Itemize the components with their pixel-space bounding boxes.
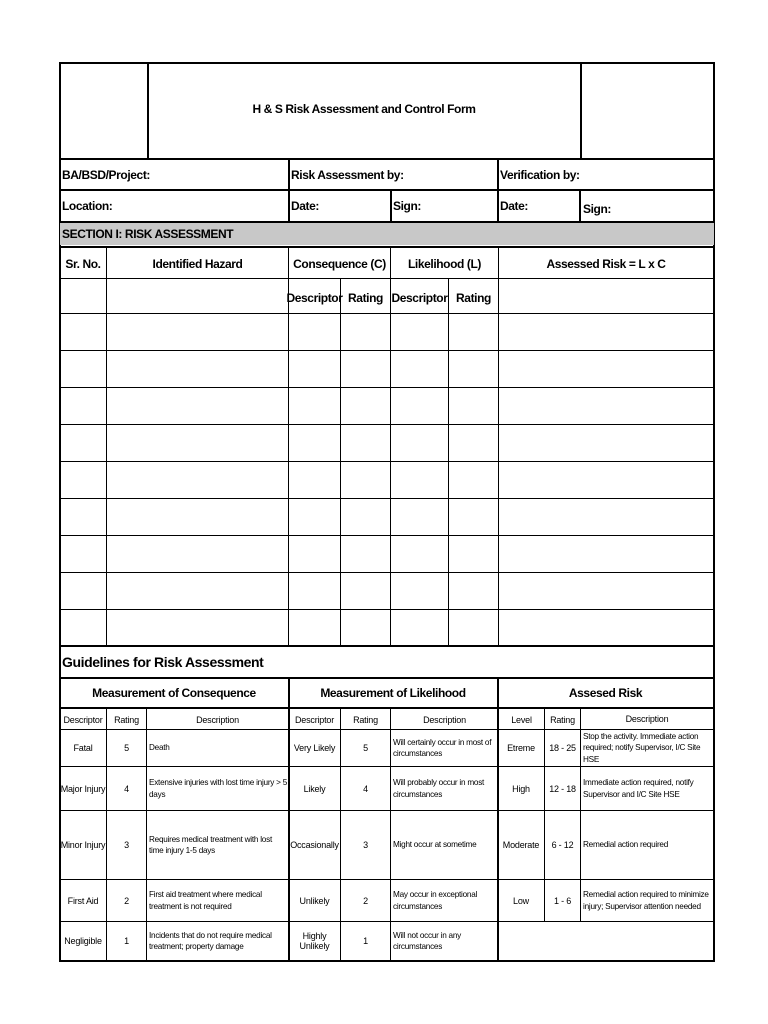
table-cell: 2 — [363, 895, 368, 906]
col-header: Descriptor — [294, 715, 334, 725]
table-cell: Major Injury — [60, 783, 106, 794]
table-cell: High — [512, 783, 530, 794]
table-cell: Might occur at sometime — [393, 840, 477, 850]
divider — [580, 63, 582, 158]
table-cell: Requires medical treatment with lost time injury 1-5 days — [149, 834, 272, 855]
divider — [579, 190, 581, 222]
consequence-measure-title: Measurement of Consequence — [92, 686, 256, 700]
table-cell: Fatal — [73, 743, 93, 753]
table-cell: Low — [513, 895, 529, 906]
table-cell: 5 — [124, 743, 129, 753]
table-cell: Negligible — [64, 936, 102, 946]
hazard-header: Identified Hazard — [152, 257, 243, 271]
table-cell: 12 - 18 — [549, 783, 576, 794]
likelihood-header: Likelihood (L) — [407, 257, 482, 271]
date-label: Date: — [291, 199, 320, 213]
table-cell: Will probably occur in most circumstances — [393, 778, 485, 799]
table-col-line — [390, 247, 391, 645]
col-header: Description — [423, 715, 466, 725]
table-cell: First aid treatment where medical treatment is not required — [149, 890, 262, 911]
table-cell: 5 — [363, 743, 368, 753]
location-label: Location: — [62, 199, 113, 213]
table-cell: Will not occur in any circumstances — [393, 930, 462, 951]
table-cell: 1 - 6 — [553, 895, 571, 906]
table-cell: Very Likely — [293, 743, 336, 753]
table-cell: Highly Unlikely — [299, 931, 330, 951]
descriptor-l-header: Descriptor — [391, 291, 448, 305]
table-cell: First Aid — [67, 895, 99, 906]
divider — [497, 678, 499, 707]
divider — [390, 190, 392, 222]
divider — [288, 678, 290, 707]
table-cell: 1 — [363, 936, 368, 946]
sr-no-header: Sr. No. — [65, 257, 101, 271]
table-row-line — [60, 498, 714, 499]
table-col-line — [288, 247, 289, 645]
table-row-line — [60, 535, 714, 536]
table-row-line — [60, 424, 714, 425]
table-cell: 3 — [363, 840, 368, 850]
table-cell: Likely — [303, 783, 326, 794]
col-header: Description — [625, 714, 669, 724]
descriptor-c-header: Descriptor — [286, 291, 343, 305]
col-header: Description — [196, 715, 239, 725]
table-row-line — [60, 572, 714, 573]
table-cell: Occasionally — [290, 840, 339, 850]
col-header: Level — [511, 715, 532, 725]
likelihood-measure-title: Measurement of Likelihood — [320, 686, 466, 700]
table-cell: Remedial action required to minimize injury; Supervisor attention needed — [583, 890, 709, 911]
verification-label: Verification by: — [500, 167, 580, 182]
section-title: SECTION I: RISK ASSESSMENT — [62, 227, 234, 241]
table-row-line — [60, 350, 714, 351]
table-cell: May occur in exceptional circumstances — [393, 890, 478, 911]
table-cell: Death — [149, 743, 170, 753]
form-title: H & S Risk Assessment and Control Form — [252, 102, 476, 116]
table-row-line — [60, 609, 714, 610]
assessed-risk-title: Assesed Risk — [568, 686, 643, 700]
table-cell: Will certainly occur in most of circumstances — [393, 737, 492, 758]
table-cell: Remedial action required — [583, 840, 669, 850]
verification-sign-label: Sign: — [583, 202, 611, 216]
sign-label: Sign: — [393, 199, 421, 213]
col-header: Rating — [353, 715, 378, 725]
verification-date-label: Date: — [500, 199, 529, 213]
guidelines-title: Guidelines for Risk Assessment — [62, 654, 264, 670]
table-cell: Minor Injury — [60, 840, 106, 850]
col-header: Descriptor — [63, 715, 103, 725]
table-cell: 3 — [124, 840, 129, 850]
divider — [60, 246, 714, 248]
col-header: Rating — [114, 715, 139, 725]
table-cell: 6 - 12 — [551, 840, 574, 850]
table-col-line — [498, 247, 499, 645]
table-cell: Incidents that do not require medical treatment; property damage — [149, 930, 272, 951]
table-cell: Etreme — [507, 743, 535, 753]
consequence-header: Consequence (C) — [293, 257, 386, 271]
table-cell: 4 — [363, 783, 368, 794]
table-col-line — [448, 279, 449, 645]
assessed-by-label: Risk Assessment by: — [291, 167, 404, 182]
table-row-line — [60, 461, 714, 462]
table-cell: 1 — [124, 936, 129, 946]
table-cell: 2 — [124, 895, 129, 906]
table-col-line — [340, 279, 341, 645]
table-cell: 18 - 25 — [549, 743, 576, 753]
table-row-line — [60, 313, 714, 314]
rating-c-header: Rating — [348, 291, 383, 305]
divider — [288, 159, 290, 222]
rating-l-header: Rating — [456, 291, 491, 305]
project-label: BA/BSD/Project: — [62, 167, 151, 182]
table-cell: Immediate action required, notify Supervisor and I/C Site HSE — [583, 778, 694, 799]
assessed-risk-header: Assessed Risk = L x C — [546, 257, 666, 271]
table-cell: Extensive injuries with lost time injury > 5 days — [149, 778, 288, 799]
col-header: Rating — [550, 715, 575, 725]
divider — [60, 278, 714, 279]
divider — [497, 159, 499, 222]
table-cell: Stop the activity. Immediate action required; notify Supervisor, I/C Site HSE — [583, 732, 701, 764]
table-row-line — [60, 645, 714, 647]
table-cell: Unlikely — [299, 895, 330, 906]
table-col-line — [106, 247, 107, 645]
table-cell: 4 — [124, 783, 129, 794]
table-row-line — [60, 387, 714, 388]
table-cell: Moderate — [502, 840, 540, 850]
